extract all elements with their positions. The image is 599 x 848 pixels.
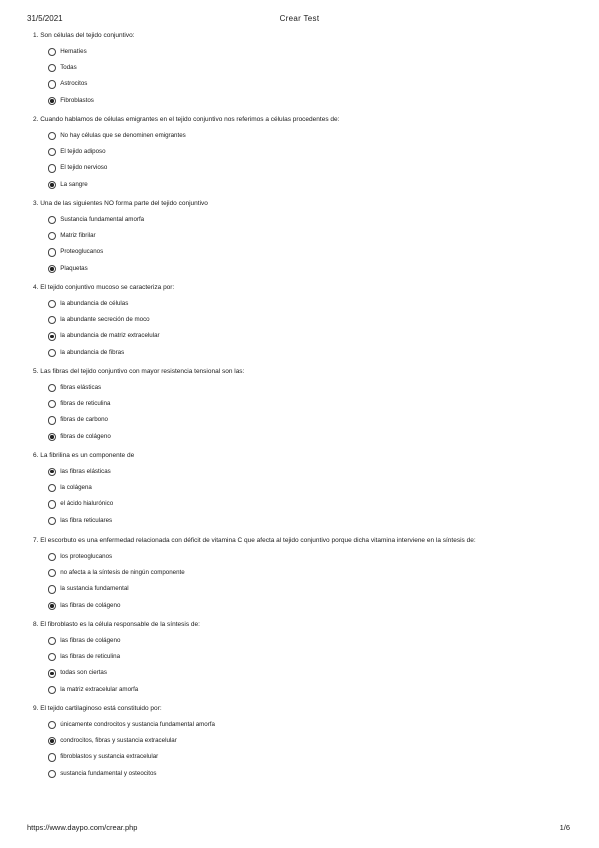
answer-option[interactable] bbox=[33, 598, 573, 614]
radio-unchecked-icon[interactable] bbox=[48, 721, 56, 729]
answer-label: la abundante secreción de moco bbox=[60, 316, 150, 324]
radio-unchecked-icon[interactable] bbox=[48, 569, 56, 577]
answer-options bbox=[33, 464, 573, 530]
answer-label: las fibras de colágeno bbox=[60, 601, 121, 609]
answer-label: condrocitos, fibras y sustancia extracelular bbox=[60, 737, 177, 745]
radio-unchecked-icon[interactable] bbox=[48, 517, 56, 525]
answer-option[interactable] bbox=[33, 128, 573, 144]
answer-option[interactable] bbox=[33, 549, 573, 565]
answer-option[interactable] bbox=[33, 312, 573, 328]
answer-option[interactable] bbox=[33, 464, 573, 480]
answer-option[interactable] bbox=[33, 581, 573, 597]
answer-label: fibroblastos y sustancia extracelular bbox=[60, 753, 159, 761]
answer-label: las fibra reticulares bbox=[60, 516, 113, 524]
answer-option[interactable] bbox=[33, 261, 573, 277]
question-text: 1. Son células del tejido conjuntivo: bbox=[33, 32, 135, 39]
answer-options bbox=[33, 549, 573, 615]
answer-label: la abundancia de fibras bbox=[60, 348, 125, 356]
answer-label: los proteoglucanos bbox=[60, 552, 113, 560]
radio-dot-icon bbox=[50, 739, 53, 742]
radio-unchecked-icon[interactable] bbox=[48, 216, 56, 224]
question-4 bbox=[33, 283, 573, 361]
answer-label: la abundancia de células bbox=[60, 299, 129, 307]
question-9 bbox=[33, 704, 573, 782]
radio-checked-icon[interactable] bbox=[48, 97, 56, 105]
question-1 bbox=[33, 31, 573, 109]
radio-unchecked-icon[interactable] bbox=[48, 400, 56, 408]
question-text: 7. El escorbuto es una enfermedad relacionada con déficit de vitamina C que afecta al tejido conjuntivo porque dicha vitamina interviene en la síntesis de: bbox=[33, 537, 476, 544]
answer-options bbox=[33, 633, 573, 699]
radio-unchecked-icon[interactable] bbox=[48, 80, 56, 88]
answer-option[interactable] bbox=[33, 76, 573, 92]
radio-dot-icon bbox=[50, 604, 53, 607]
question-7 bbox=[33, 536, 573, 614]
answer-label: el ácido hialurónico bbox=[60, 500, 114, 508]
answer-option[interactable] bbox=[33, 244, 573, 260]
answer-option[interactable] bbox=[33, 228, 573, 244]
radio-unchecked-icon[interactable] bbox=[48, 653, 56, 661]
answer-option[interactable] bbox=[33, 93, 573, 109]
question-2 bbox=[33, 115, 573, 193]
answer-label: no afecta a la síntesis de ningún componente bbox=[60, 569, 185, 577]
radio-checked-icon[interactable] bbox=[48, 181, 56, 189]
radio-unchecked-icon[interactable] bbox=[48, 500, 56, 508]
radio-unchecked-icon[interactable] bbox=[48, 132, 56, 140]
radio-unchecked-icon[interactable] bbox=[48, 384, 56, 392]
question-8 bbox=[33, 620, 573, 698]
page-number: 1/6 bbox=[559, 823, 570, 832]
answer-option[interactable] bbox=[33, 496, 573, 512]
radio-unchecked-icon[interactable] bbox=[48, 770, 56, 778]
answer-label: fibras elásticas bbox=[60, 383, 102, 391]
answer-label: Todas bbox=[60, 64, 77, 72]
question-text: 9. El tejido cartilaginoso está constituido por: bbox=[33, 705, 162, 712]
radio-checked-icon[interactable] bbox=[48, 265, 56, 273]
answer-label: únicamente condrocitos y sustancia fundamental amorfa bbox=[60, 720, 215, 728]
answer-label: la sustancia fundamental bbox=[60, 585, 129, 593]
answer-label: fibras de carbono bbox=[60, 416, 108, 424]
radio-unchecked-icon[interactable] bbox=[48, 148, 56, 156]
answer-option[interactable] bbox=[33, 44, 573, 60]
answer-label: la matriz extracelular amorfa bbox=[60, 685, 139, 693]
answer-option[interactable] bbox=[33, 749, 573, 765]
answer-option[interactable] bbox=[33, 429, 573, 445]
question-6 bbox=[33, 451, 573, 529]
radio-dot-icon bbox=[50, 470, 53, 473]
radio-dot-icon bbox=[50, 267, 53, 270]
answer-label: las fibras de reticulina bbox=[60, 653, 121, 661]
answer-options bbox=[33, 44, 573, 110]
radio-unchecked-icon[interactable] bbox=[48, 48, 56, 56]
radio-dot-icon bbox=[50, 335, 53, 338]
answer-option[interactable] bbox=[33, 160, 573, 176]
answer-option[interactable] bbox=[33, 212, 573, 228]
radio-dot-icon bbox=[50, 435, 53, 438]
answer-options bbox=[33, 128, 573, 194]
answer-option[interactable] bbox=[33, 766, 573, 782]
answer-label: la colágena bbox=[60, 484, 92, 492]
question-text: 6. La fibrilina es un componente de bbox=[33, 452, 135, 459]
question-5 bbox=[33, 367, 573, 445]
radio-unchecked-icon[interactable] bbox=[48, 686, 56, 694]
answer-options bbox=[33, 380, 573, 446]
answer-label: fibras de reticulina bbox=[60, 400, 111, 408]
answer-option[interactable] bbox=[33, 717, 573, 733]
page-title: Crear Test bbox=[279, 14, 320, 23]
answer-label: Matriz fibrilar bbox=[60, 232, 96, 240]
answer-option[interactable] bbox=[33, 328, 573, 344]
radio-checked-icon[interactable] bbox=[48, 737, 56, 745]
answer-option[interactable] bbox=[33, 565, 573, 581]
answer-option[interactable] bbox=[33, 480, 573, 496]
answer-option[interactable] bbox=[33, 177, 573, 193]
answer-option[interactable] bbox=[33, 380, 573, 396]
radio-unchecked-icon[interactable] bbox=[48, 585, 56, 593]
radio-unchecked-icon[interactable] bbox=[48, 64, 56, 72]
answer-option[interactable] bbox=[33, 682, 573, 698]
answer-option[interactable] bbox=[33, 144, 573, 160]
question-text: 2. Cuando hablamos de células emigrantes en el tejido conjuntivo nos referimos a células procedentes de: bbox=[33, 116, 340, 123]
answer-option[interactable] bbox=[33, 412, 573, 428]
answer-option[interactable] bbox=[33, 296, 573, 312]
answer-options bbox=[33, 296, 573, 362]
question-text: 4. El tejido conjuntivo mucoso se caracteriza por: bbox=[33, 284, 175, 291]
radio-dot-icon bbox=[50, 99, 53, 102]
answer-label: Fibroblastos bbox=[60, 96, 94, 104]
question-text: 3. Una de las siguientes NO forma parte del tejido conjuntivo bbox=[33, 200, 208, 207]
answer-label: Sustancia fundamental amorfa bbox=[60, 215, 145, 223]
answer-option[interactable] bbox=[33, 649, 573, 665]
radio-unchecked-icon[interactable] bbox=[48, 553, 56, 561]
radio-unchecked-icon[interactable] bbox=[48, 484, 56, 492]
radio-unchecked-icon[interactable] bbox=[48, 416, 56, 424]
answer-label: todas son ciertas bbox=[60, 669, 107, 677]
answer-option[interactable] bbox=[33, 60, 573, 76]
radio-checked-icon[interactable] bbox=[48, 332, 56, 340]
answer-label: sustancia fundamental y osteocitos bbox=[60, 769, 157, 777]
answer-label: Hematíes bbox=[60, 47, 87, 55]
answer-label: fibras de colágeno bbox=[60, 432, 111, 440]
radio-checked-icon[interactable] bbox=[48, 433, 56, 441]
radio-unchecked-icon[interactable] bbox=[48, 316, 56, 324]
radio-unchecked-icon[interactable] bbox=[48, 637, 56, 645]
question-text: 8. El fibroblasto es la célula responsable de la síntesis de: bbox=[33, 621, 200, 628]
radio-unchecked-icon[interactable] bbox=[48, 232, 56, 240]
answer-option[interactable] bbox=[33, 396, 573, 412]
radio-unchecked-icon[interactable] bbox=[48, 164, 56, 172]
answer-label: No hay células que se denominen emigrantes bbox=[60, 131, 186, 139]
answer-label: El tejido adiposo bbox=[60, 148, 106, 156]
radio-unchecked-icon[interactable] bbox=[48, 349, 56, 357]
radio-checked-icon[interactable] bbox=[48, 669, 56, 677]
answer-label: La sangre bbox=[60, 180, 88, 188]
question-text: 5. Las fibras del tejido conjuntivo con mayor resistencia tensional son las: bbox=[33, 368, 245, 375]
answer-options bbox=[33, 212, 573, 278]
answer-label: Proteoglucanos bbox=[60, 248, 104, 256]
question-3 bbox=[33, 199, 573, 277]
radio-unchecked-icon[interactable] bbox=[48, 300, 56, 308]
radio-checked-icon[interactable] bbox=[48, 602, 56, 610]
answer-option[interactable] bbox=[33, 733, 573, 749]
answer-label: El tejido nervioso bbox=[60, 164, 108, 172]
answer-option[interactable] bbox=[33, 345, 573, 361]
footer-url: https://www.daypo.com/crear.php bbox=[27, 823, 138, 832]
answer-options bbox=[33, 717, 573, 783]
answer-label: las fibras de colágeno bbox=[60, 636, 121, 644]
radio-dot-icon bbox=[50, 672, 53, 675]
radio-dot-icon bbox=[50, 183, 53, 186]
print-date: 31/5/2021 bbox=[27, 14, 63, 23]
radio-unchecked-icon[interactable] bbox=[48, 753, 56, 761]
answer-option[interactable] bbox=[33, 633, 573, 649]
radio-unchecked-icon[interactable] bbox=[48, 248, 56, 256]
answer-option[interactable] bbox=[33, 665, 573, 681]
answer-label: la abundancia de matriz extracelular bbox=[60, 332, 160, 340]
answer-label: Plaquetas bbox=[60, 264, 88, 272]
radio-checked-icon[interactable] bbox=[48, 468, 56, 476]
answer-label: las fibras elásticas bbox=[60, 467, 111, 475]
answer-option[interactable] bbox=[33, 513, 573, 529]
answer-label: Astrocitos bbox=[60, 80, 88, 88]
